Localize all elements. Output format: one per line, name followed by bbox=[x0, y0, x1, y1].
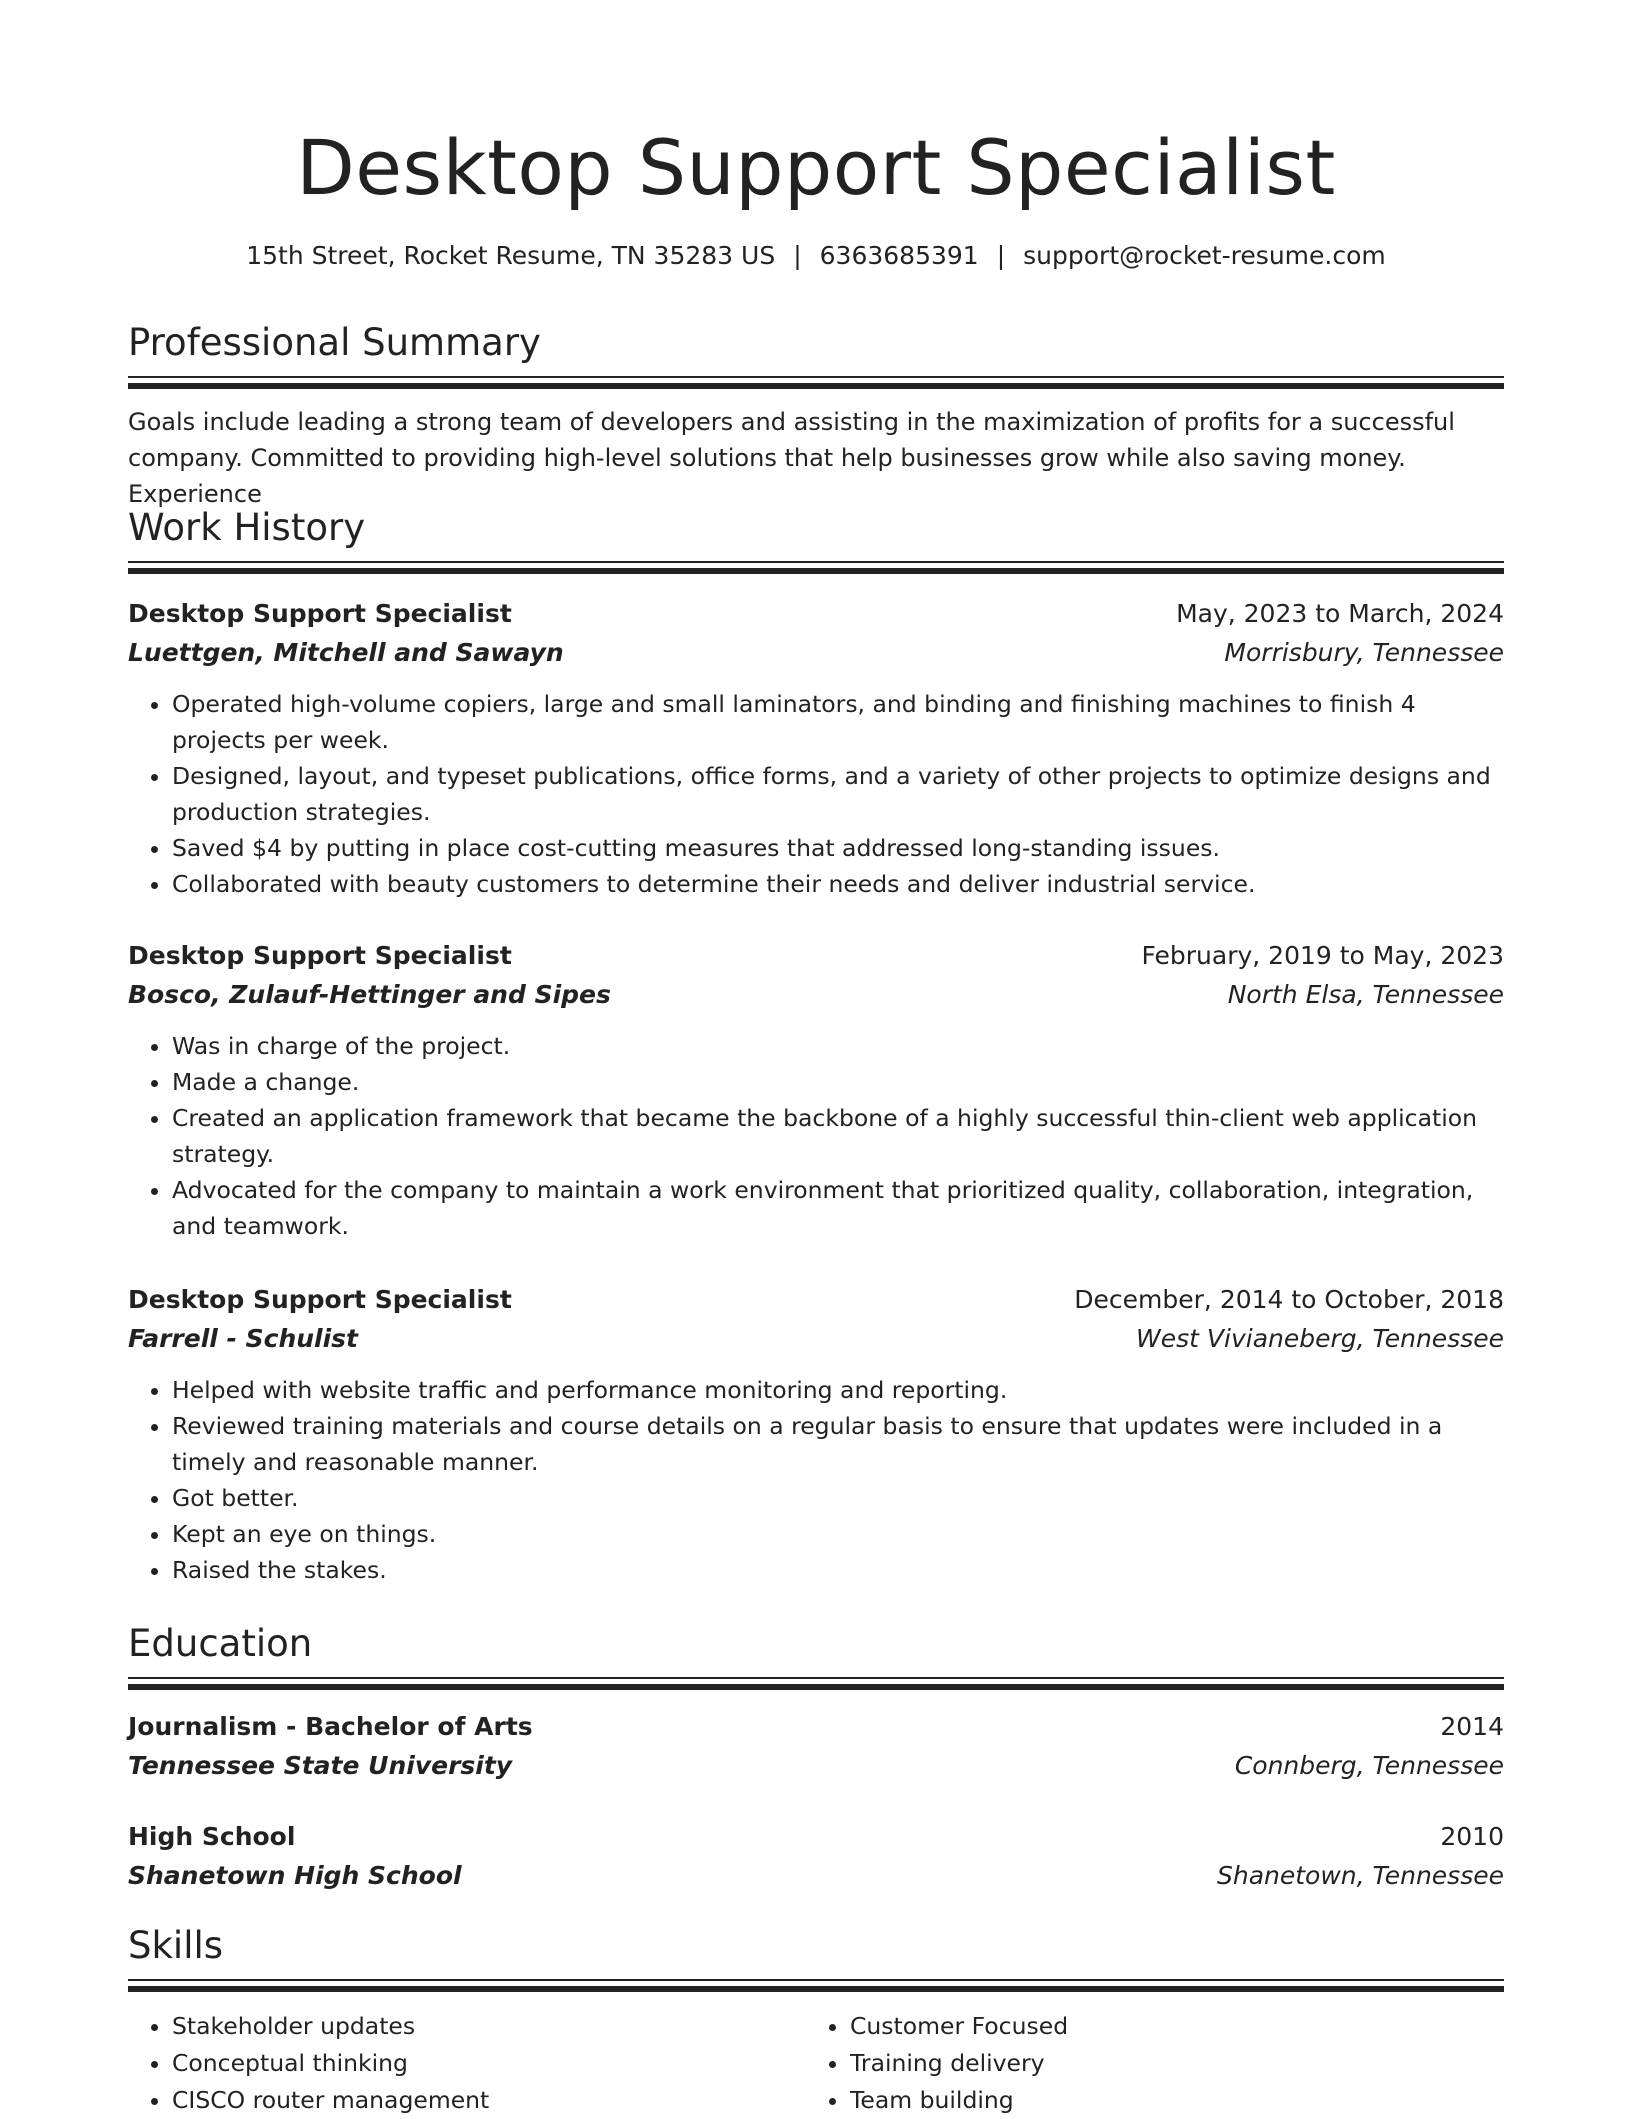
list-item: • Got better. bbox=[172, 1480, 1504, 1516]
job-dates: February, 2019 to May, 2023 bbox=[1141, 941, 1504, 970]
education-heading: Education bbox=[128, 1622, 313, 1665]
section-divider bbox=[128, 561, 1504, 574]
list-item: • Made a change. bbox=[172, 1064, 1504, 1100]
job-entry bbox=[128, 594, 1504, 902]
list-item: • Helped with website traffic and performance monitoring and reporting. bbox=[172, 1372, 1504, 1408]
job-location: North Elsa, Tennessee bbox=[1227, 980, 1504, 1009]
skill-item: • Stakeholder updates bbox=[172, 2008, 792, 2045]
list-item: • Designed, layout, and typeset publications, office forms, and a variety of other projects to optimize designs and production strategies. bbox=[172, 758, 1504, 830]
resume-page bbox=[128, 0, 1504, 2112]
skill-item: • Customer Focused bbox=[850, 2008, 1470, 2045]
summary-heading: Professional Summary bbox=[128, 321, 541, 364]
list-item: • Operated high-volume copiers, large and small laminators, and binding and finishing machines to finish 4 projects per week. bbox=[172, 686, 1504, 758]
job-bullets bbox=[128, 686, 1504, 902]
job-title: Desktop Support Specialist bbox=[128, 941, 512, 970]
education-entry bbox=[128, 1707, 1504, 1785]
list-item: • Kept an eye on things. bbox=[172, 1516, 1504, 1552]
skill-item: • Conceptual thinking bbox=[172, 2045, 792, 2082]
job-location: West Vivianeberg, Tennessee bbox=[1136, 1324, 1504, 1353]
section-divider bbox=[128, 376, 1504, 389]
contact-separator: | bbox=[793, 241, 802, 270]
job-title: Desktop Support Specialist bbox=[128, 599, 512, 628]
work-heading: Work History bbox=[128, 506, 366, 549]
education-location: Connberg, Tennessee bbox=[1234, 1751, 1504, 1780]
list-item: • Was in charge of the project. bbox=[172, 1028, 1504, 1064]
education-entry bbox=[128, 1817, 1504, 1895]
skill-item: • Training delivery bbox=[850, 2045, 1470, 2082]
job-dates: December, 2014 to October, 2018 bbox=[1074, 1285, 1504, 1314]
skills-column-right bbox=[806, 2008, 1470, 2119]
education-school: Shanetown High School bbox=[128, 1861, 462, 1890]
job-company: Farrell - Schulist bbox=[128, 1324, 359, 1353]
summary-text: Goals include leading a strong team of developers and assisting in the maximization of profits for a successful company. Committed to providing high-level solutions that help businesses grow while also saving money. Experience bbox=[128, 408, 1455, 508]
education-location: Shanetown, Tennessee bbox=[1217, 1861, 1504, 1890]
job-entry bbox=[128, 1280, 1504, 1588]
job-dates: May, 2023 to March, 2024 bbox=[1176, 599, 1504, 628]
job-company: Bosco, Zulauf-Hettinger and Sipes bbox=[128, 980, 611, 1009]
list-item: • Created an application framework that became the backbone of a highly successful thin-client web application strategy. bbox=[172, 1100, 1504, 1172]
job-bullets bbox=[128, 1372, 1504, 1588]
education-school: Tennessee State University bbox=[128, 1751, 513, 1780]
education-degree: Journalism - Bachelor of Arts bbox=[128, 1712, 533, 1741]
job-location: Morrisbury, Tennessee bbox=[1224, 638, 1504, 667]
contact-phone: 6363685391 bbox=[819, 241, 979, 270]
skill-item: • Team building bbox=[850, 2082, 1470, 2119]
contact-email: support@rocket-resume.com bbox=[1023, 241, 1386, 270]
list-item: • Reviewed training materials and course details on a regular basis to ensure that updates were included in a timely and reasonable manner. bbox=[172, 1408, 1504, 1480]
education-year: 2010 bbox=[1440, 1822, 1504, 1851]
education-degree: High School bbox=[128, 1822, 296, 1851]
section-divider bbox=[128, 1979, 1504, 1992]
list-item: • Advocated for the company to maintain a work environment that prioritized quality, collaboration, integration, and teamwork. bbox=[172, 1172, 1504, 1244]
resume-name: Desktop Support Specialist bbox=[296, 123, 1336, 212]
job-entry bbox=[128, 936, 1504, 1244]
skill-item: • CISCO router management bbox=[172, 2082, 792, 2119]
job-bullets bbox=[128, 1028, 1504, 1244]
job-title: Desktop Support Specialist bbox=[128, 1285, 512, 1314]
job-company: Luettgen, Mitchell and Sawayn bbox=[128, 638, 564, 667]
skills-column-left bbox=[128, 2008, 792, 2119]
list-item: • Saved $4 by putting in place cost-cutting measures that addressed long-standing issues. bbox=[172, 830, 1504, 866]
contact-line bbox=[128, 238, 1504, 274]
contact-address: 15th Street, Rocket Resume, TN 35283 US bbox=[246, 241, 776, 270]
section-divider bbox=[128, 1677, 1504, 1690]
list-item: • Raised the stakes. bbox=[172, 1552, 1504, 1588]
education-year: 2014 bbox=[1440, 1712, 1504, 1741]
contact-separator: | bbox=[996, 241, 1006, 270]
list-item: • Collaborated with beauty customers to determine their needs and deliver industrial service. bbox=[172, 866, 1504, 902]
skills-heading: Skills bbox=[128, 1924, 224, 1967]
